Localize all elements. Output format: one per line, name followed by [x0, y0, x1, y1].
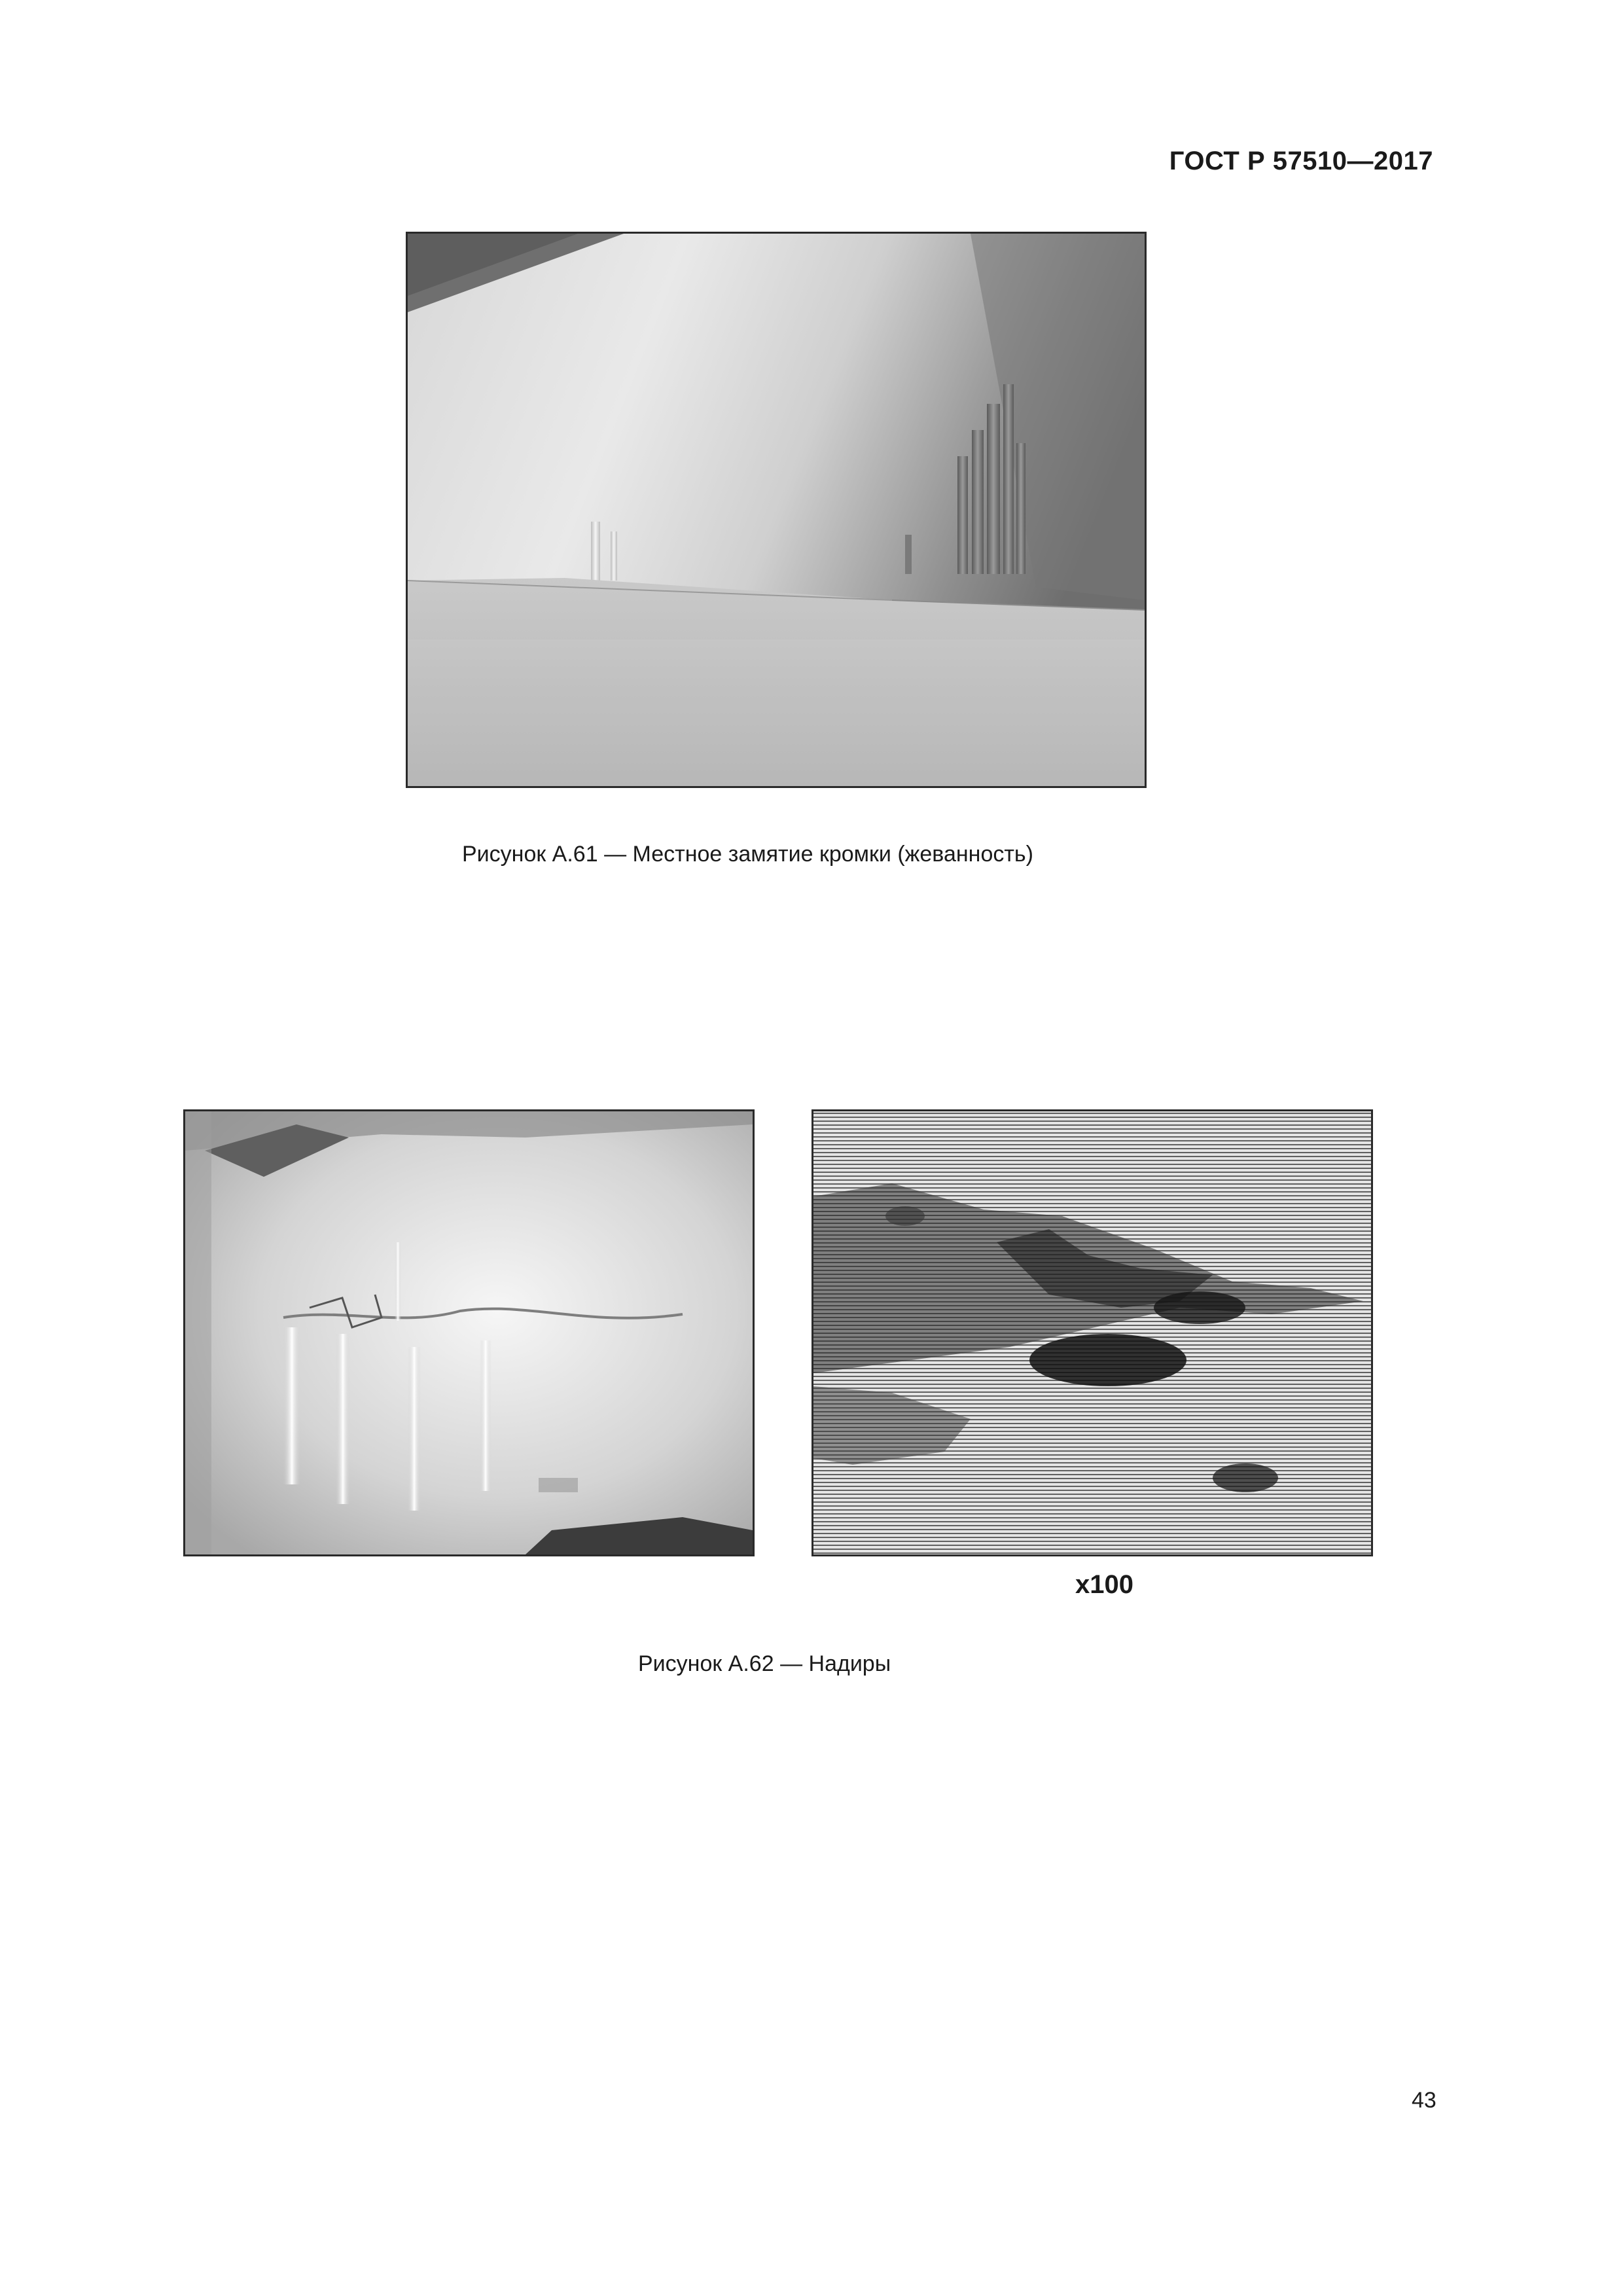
scoring-surface-photo: [183, 1109, 755, 1556]
edge-crush-photo: [406, 232, 1147, 788]
figure-a62-caption: Рисунок А.62 — Надиры: [638, 1651, 891, 1676]
document-standard-number: ГОСТ Р 57510—2017: [1169, 147, 1433, 175]
magnification-label: x100: [1075, 1570, 1133, 1599]
edge-crush-photo-image: [408, 234, 1145, 786]
scoring-micrograph-x100: [812, 1109, 1373, 1556]
page-number: 43: [1412, 2088, 1436, 2113]
figure-a61-caption: Рисунок А.61 — Местное замятие кромки (жеванность): [462, 842, 1033, 867]
scoring-surface-photo-image: [185, 1111, 753, 1554]
scoring-micrograph-image: [813, 1111, 1371, 1554]
